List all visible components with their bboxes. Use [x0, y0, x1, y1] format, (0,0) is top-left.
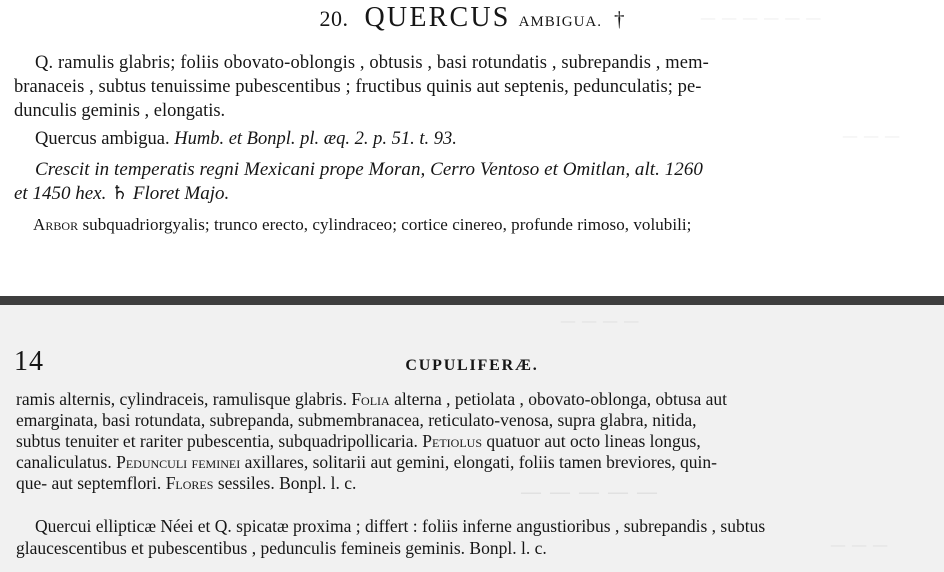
continuation-text: que- aut septemflori.	[16, 473, 162, 493]
description-text: subquadriorgyalis; trunco erecto, cylindraceo; cortice cinereo, profunde rimoso, volubili;	[78, 215, 692, 234]
scan-divider	[0, 296, 944, 305]
small-caps-term: Pedunculi feminei	[116, 452, 241, 472]
small-caps-term: Folia	[351, 389, 390, 409]
bleed-through-text: — — —	[830, 535, 889, 554]
citation	[35, 127, 457, 151]
small-caps-term: Flores	[165, 473, 214, 493]
bleed-through-text: — — — — —	[520, 480, 658, 505]
dagger-mark: †	[614, 7, 625, 31]
continuation-line	[16, 389, 727, 410]
running-head: CUPULIFERÆ.	[405, 357, 539, 374]
remarks-line: glaucescentibus et pubescentibus , pedunculis femineis geminis. Bonpl. l. c.	[16, 538, 547, 558]
continuation-text: quatuor aut octo lineas longus,	[482, 431, 701, 451]
lower-page	[0, 305, 944, 572]
species-heading	[0, 2, 944, 34]
citation-reference: Humb. et Bonpl. pl. æq. 2. p. 51. t. 93.	[174, 129, 457, 149]
bleed-through-text: — — — —	[560, 311, 640, 330]
continuation-text: subtus tenuiter et rariter pubescentia, subquadripollicaria.	[16, 431, 418, 451]
continuation-text: axillares, solitarii aut gemini, elongati, foliis tamen breviores, quin-	[240, 452, 717, 472]
diagnosis-line: dunculis geminis , elongatis.	[14, 101, 226, 121]
continuation-line	[16, 431, 701, 452]
continuation-line	[16, 473, 356, 494]
habitat-line: et 1450 hex. ♄ Floret Majo.	[14, 183, 230, 204]
species-name: AMBIGUA.	[518, 14, 602, 30]
diagnosis-line: Q. ramulis glabris; foliis obovato-oblongis , obtusis , basi rotundatis , subrepandis , mem-	[35, 53, 709, 73]
bleed-through-text: — — — — — —	[700, 8, 822, 27]
continuation-text: canaliculatus.	[16, 452, 112, 472]
genus-name: QUERCUS	[364, 2, 511, 33]
continuation-line: emarginata, basi rotundata, subrepanda, submembranacea, reticulato-venosa, supra glabra, nitida,	[16, 410, 697, 430]
habitat-line: Crescit in temperatis regni Mexicani prope Moran, Cerro Ventoso et Omitlan, alt. 1260	[35, 159, 703, 180]
small-caps-term: Arbor	[33, 215, 79, 234]
page-number: 14	[14, 346, 44, 377]
continuation-line	[16, 452, 717, 473]
description-start	[33, 213, 691, 237]
continuation-text: ramis alternis, cylindraceis, ramulisque glabris.	[16, 389, 347, 409]
species-number: 20.	[319, 6, 349, 31]
continuation-text: alterna , petiolata , obovato-oblonga, obtusa aut	[389, 389, 727, 409]
remarks-line: Quercui ellipticæ Néei et Q. spicatæ proxima ; differt : foliis inferne angustioribus , subrepandis , subtus	[35, 516, 766, 536]
continuation-text: sessiles. Bonpl. l. c.	[213, 473, 357, 493]
diagnosis-line: branaceis , subtus tenuissime pubescentibus ; fructibus quinis aut septenis, pedunculatis; pe-	[14, 77, 702, 97]
bleed-through-text: — — —	[842, 126, 901, 145]
citation-name: Quercus ambigua.	[35, 129, 170, 149]
small-caps-term: Petiolus	[422, 431, 482, 451]
